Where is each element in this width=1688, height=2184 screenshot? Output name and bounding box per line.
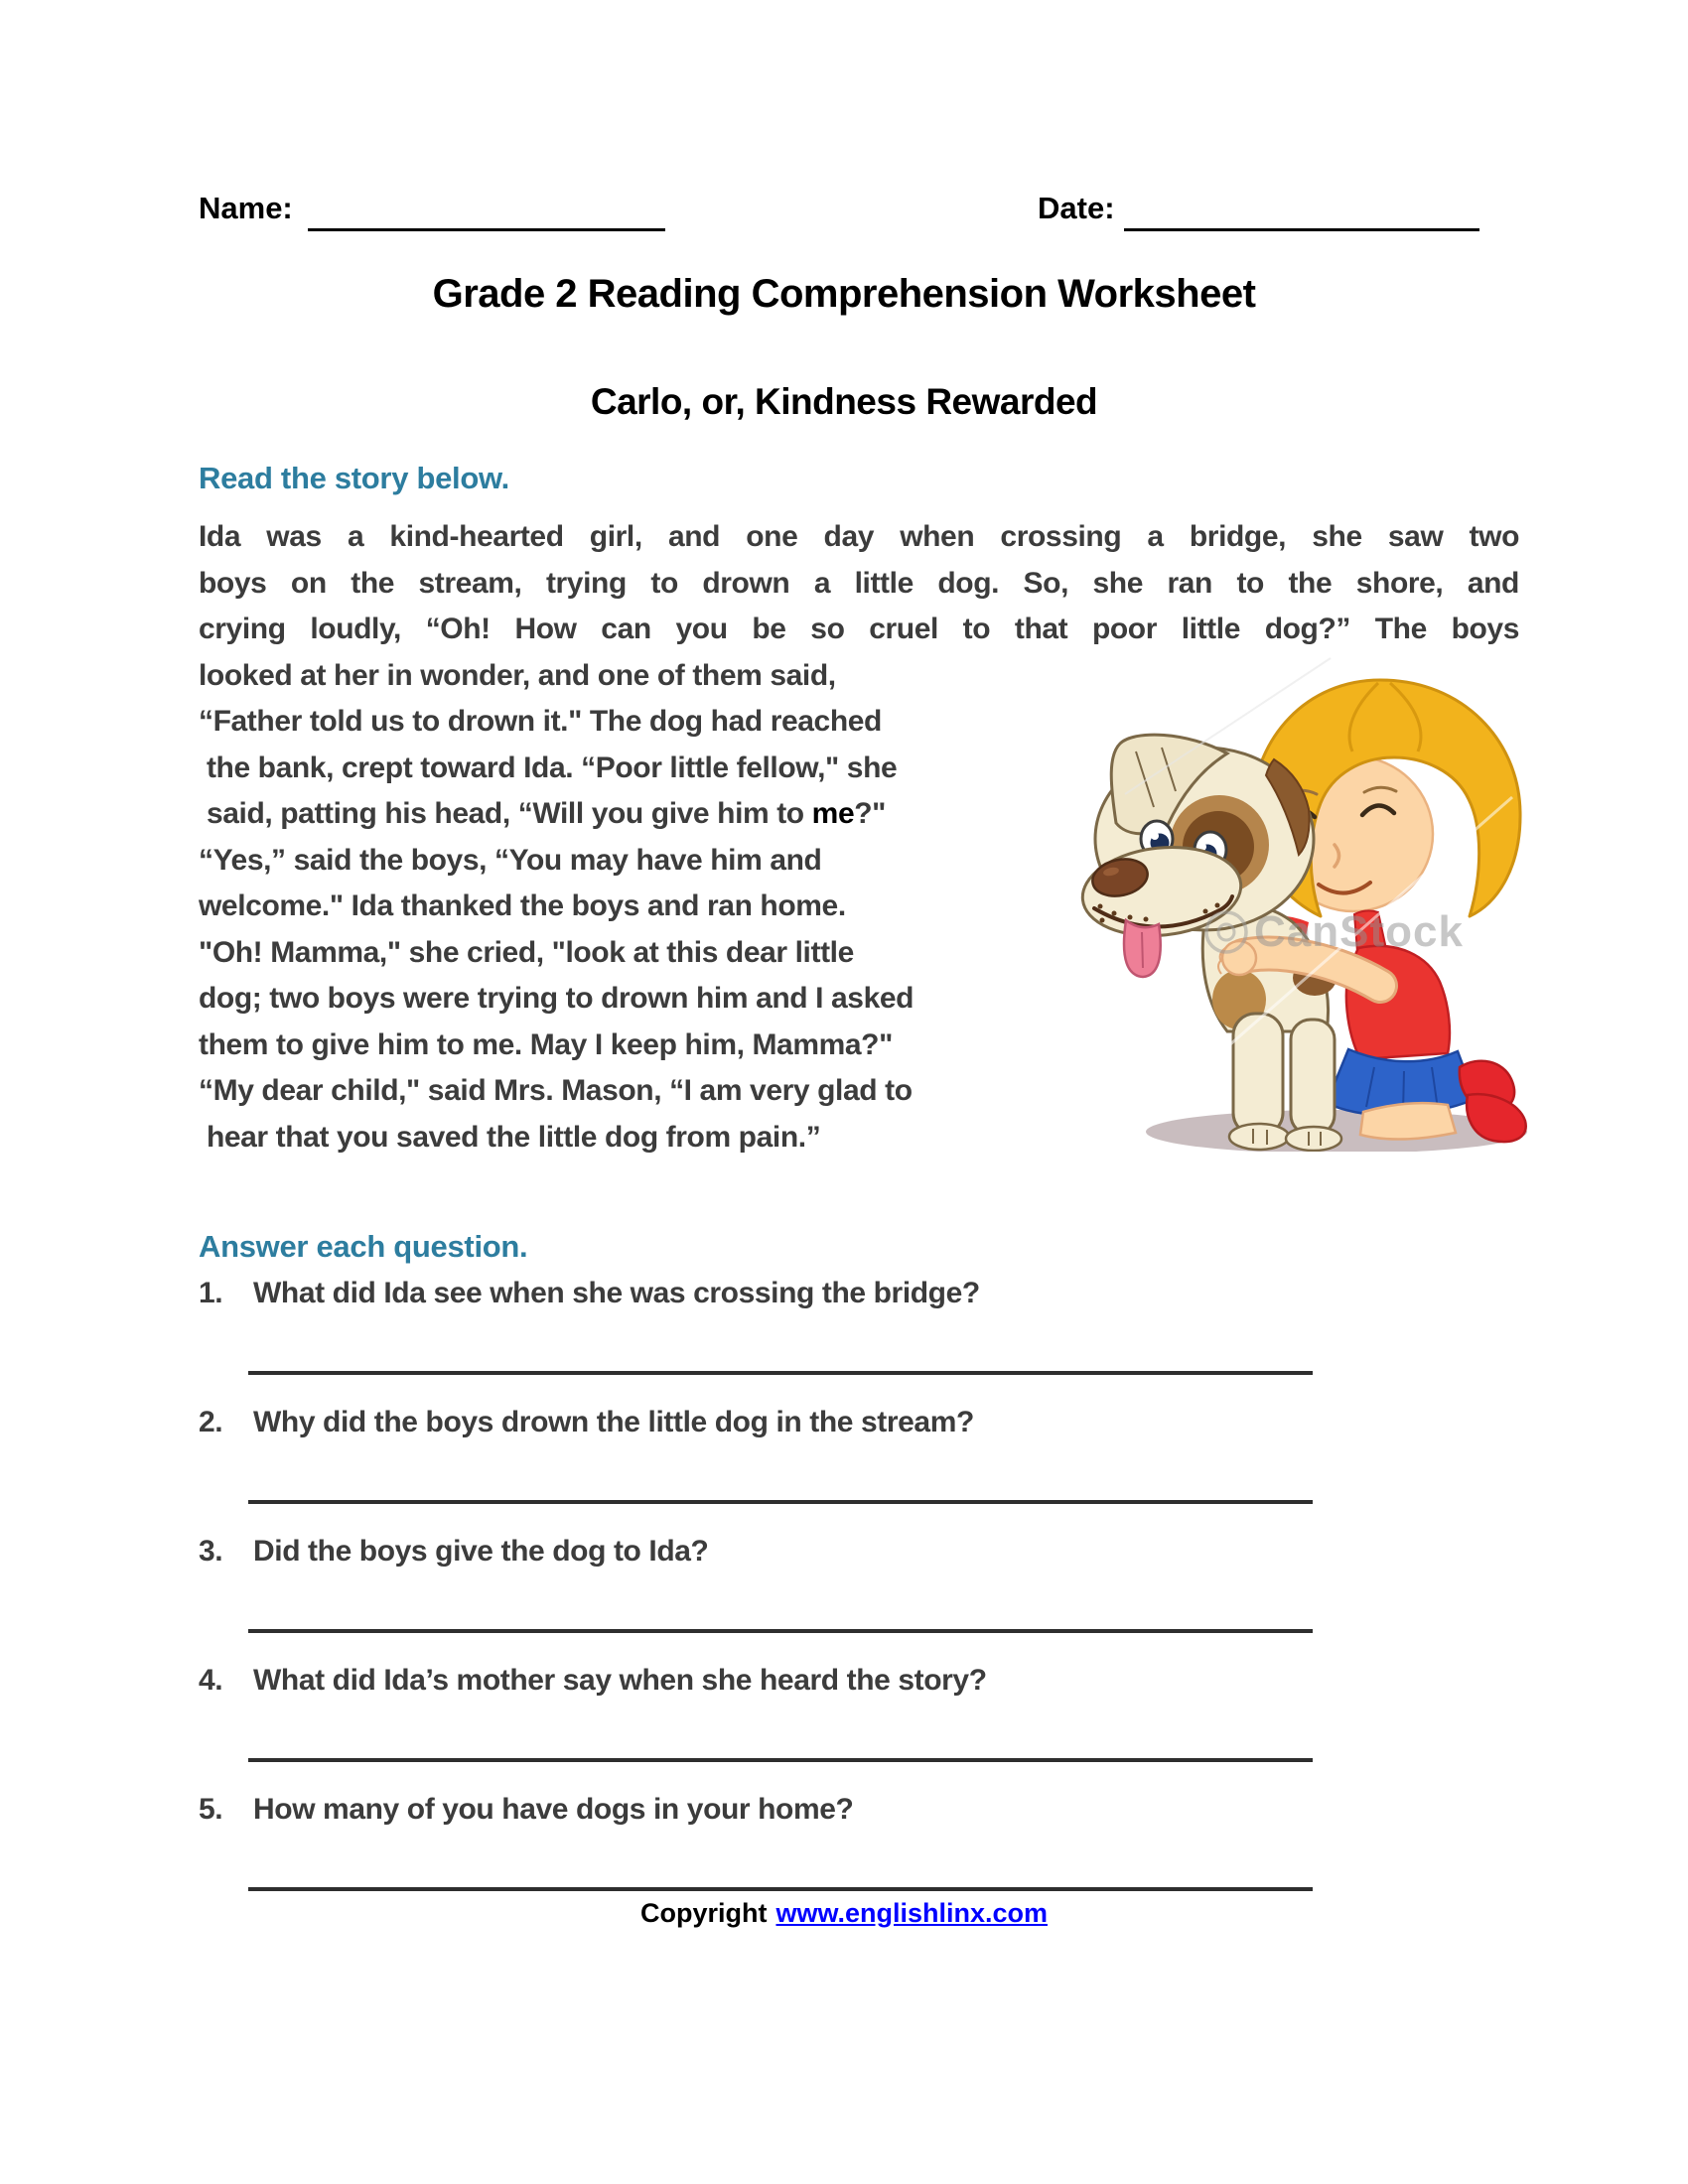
story-line: “Father told us to drown it." The dog had reached [199,705,882,738]
story-line: "Oh! Mamma," she cried, "look at this dear little [199,935,854,969]
name-label: Name: [199,191,293,225]
answer-blank-line [248,1629,1313,1633]
page-title: Grade 2 Reading Comprehension Worksheet [432,272,1256,316]
date-label: Date: [1038,191,1115,225]
story-line: looked at her in wonder, and one of them said, [199,658,836,692]
story-line: the bank, crept toward Ida. “Poor little fellow," she [199,751,898,784]
question-block [199,1661,1519,1762]
question-block [199,1790,1519,1891]
girl-hugging-dog-illustration [1070,650,1537,1152]
answer-questions-heading: Answer each question. [199,1229,528,1264]
question-4 [199,1661,1519,1701]
question-2 [199,1403,1519,1442]
story-line: hear that you saved the little dog from pain.” [199,1120,821,1154]
story-line: said, patting his head, “Will you give him to me?" [199,797,886,830]
girl-hugging-dog-image [1070,650,1537,1152]
question-text: Did the boys give the dog to Ida? [253,1535,709,1568]
name-blank-line [308,195,665,231]
englishlinx-link[interactable]: www.englishlinx.com [775,1898,1049,1928]
story-line: welcome." Ida thanked the boys and ran home. [199,889,846,922]
story-line: crying loudly, “Oh! How can you be so cruel to that poor little dog?” The boys [199,613,1519,645]
date-blank-line [1124,195,1479,231]
story-line: Ida was a kind-hearted girl, and one day when crossing a bridge, she saw two [199,520,1519,553]
read-story-heading: Read the story below. [199,461,509,495]
story-line: “Yes,” said the boys, “You may have him and [199,843,822,877]
question-number: 2. [199,1406,223,1438]
story-line: dog; two boys were trying to drown him and I asked [199,982,914,1015]
answer-blank-line [248,1758,1313,1762]
question-text: Why did the boys drown the little dog in the stream? [253,1406,974,1438]
question-1 [199,1274,1519,1313]
answer-blank-line [248,1371,1313,1375]
question-5 [199,1790,1519,1830]
story-title: Carlo, or, Kindness Rewarded [590,381,1098,422]
question-number: 5. [199,1793,223,1826]
answer-blank-line [248,1887,1313,1891]
question-text: How many of you have dogs in your home? [253,1793,854,1826]
dog-front-leg [1233,1014,1283,1135]
question-block [199,1532,1519,1633]
question-number: 3. [199,1535,223,1568]
question-text: What did Ida’s mother say when she heard the story? [253,1664,987,1697]
watermark-text: CanStock [1254,907,1464,956]
questions-section [199,1228,1519,1919]
question-number: 1. [199,1277,223,1309]
dog-front-leg [1291,1020,1335,1135]
answer-blank-line [248,1500,1313,1504]
question-number: 4. [199,1664,223,1697]
story-line: boys on the stream, trying to drown a little dog. So, she ran to the shore, and [199,566,1519,600]
footer [0,1898,1688,1929]
emphasized-word: me [811,797,855,830]
question-3 [199,1532,1519,1571]
kneeling-leg [1360,1103,1456,1139]
question-text: What did Ida see when she was crossing the bridge? [253,1277,980,1309]
story-line: them to give him to me. May I keep him, Mamma?" [199,1027,893,1061]
question-block [199,1403,1519,1504]
story-line: “My dear child," said Mrs. Mason, “I am very glad to [199,1074,913,1107]
copyright-label: Copyright [639,1898,768,1928]
question-block [199,1274,1519,1375]
